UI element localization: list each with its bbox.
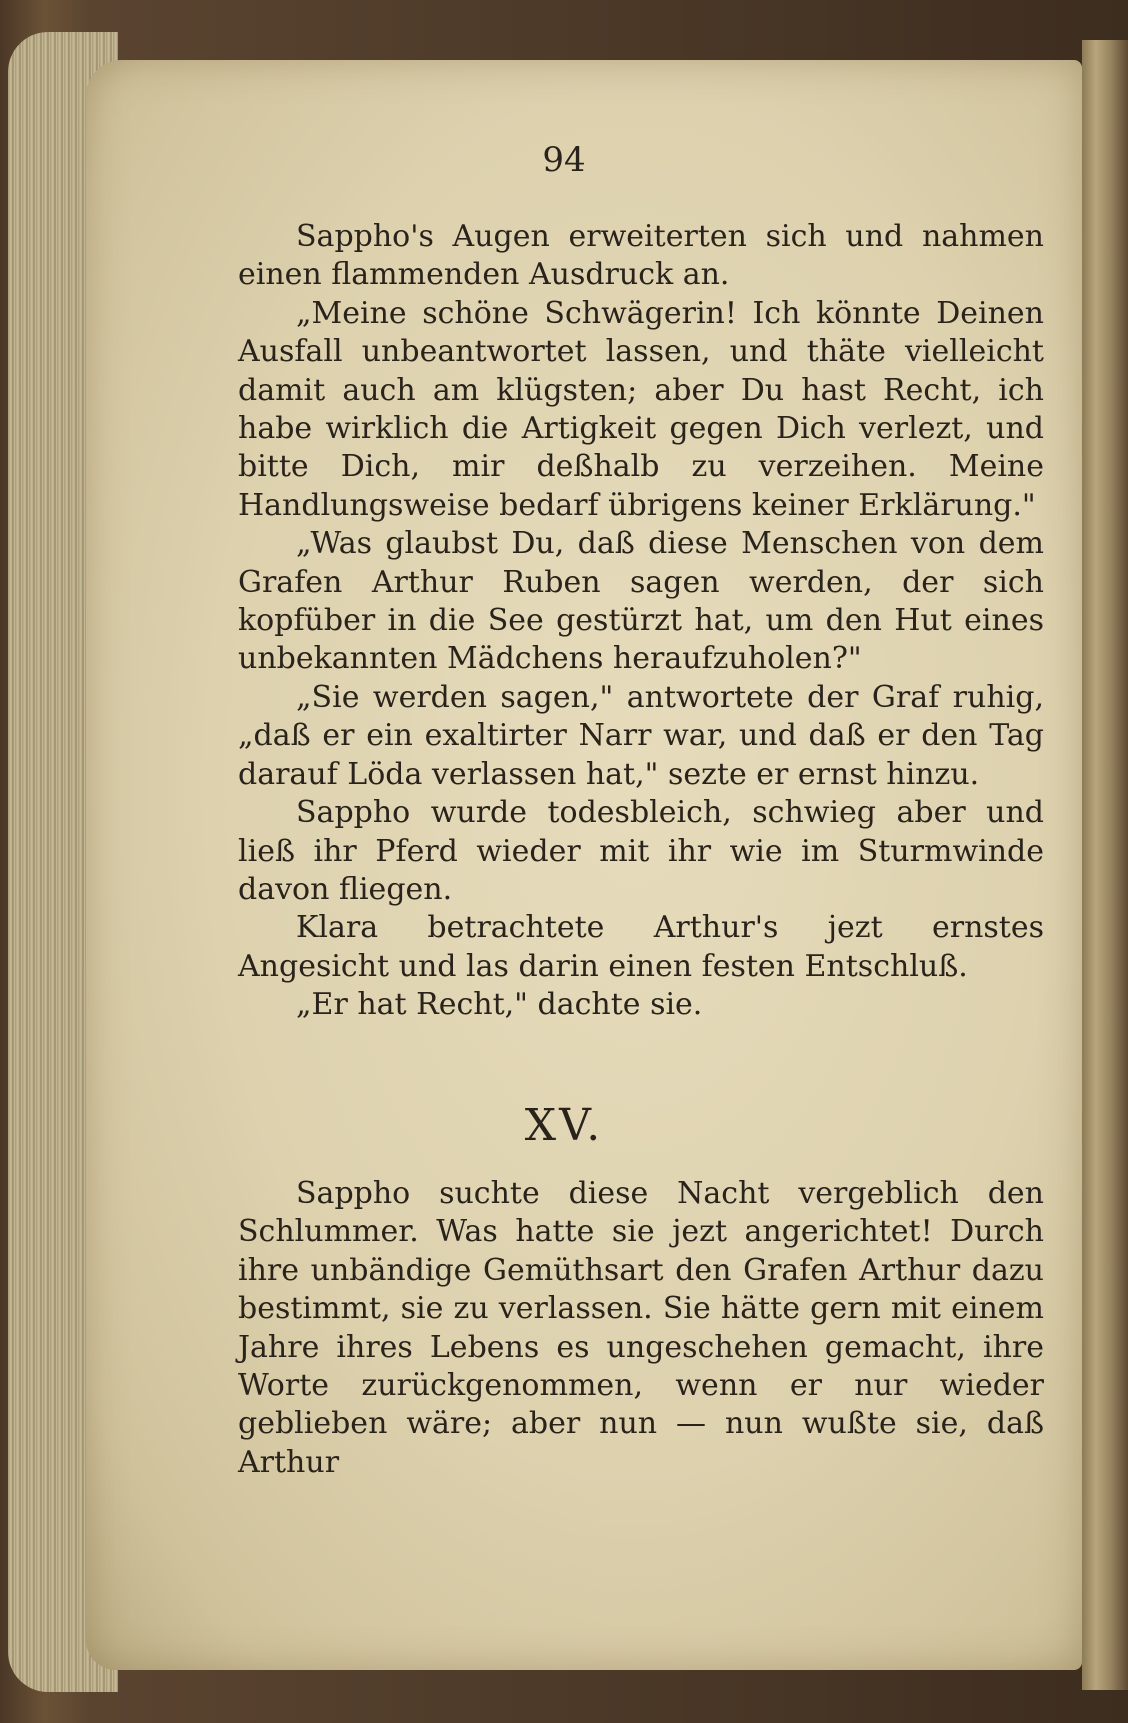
body-text <box>238 218 1044 1025</box>
paragraph: „Er hat Recht," dachte sie. <box>296 987 703 1023</box>
paragraph: Sappho wurde todesbleich, schwieg aber und ließ ihr Pferd wieder mit ihr wie im Sturmwinde davon fliegen. <box>238 795 1044 907</box>
chapter-heading: XV. <box>524 1100 604 1151</box>
chapter-body-text <box>238 1175 1044 1482</box>
paragraph: Sappho's Augen erweiterten sich und nahmen einen flammenden Ausdruck an. <box>238 219 1044 293</box>
paragraph: „Meine schöne Schwägerin! Ich könnte Deinen Ausfall unbeantwortet lassen, und thäte vielleicht damit auch am klügsten; aber Du hast Recht, ich habe wirklich die Artigkeit gegen Dich verlezt, und bitte Dich, mir deßhalb zu verzeihen. Meine Handlungsweise bedarf übrigens keiner Erklärung." <box>238 295 1044 523</box>
paragraph: „Sie werden sagen," antwortete der Graf ruhig, „daß er ein exaltirter Narr war, und daß er den Tag darauf Löda verlassen hat," sezte er ernst hinzu. <box>238 679 1044 792</box>
paragraph: Klara betrachtete Arthur's jezt ernstes Angesicht und las darin einen festen Entschluß. <box>238 910 1044 984</box>
paragraph: „Was glaubst Du, daß diese Menschen von dem Grafen Arthur Ruben sagen werden, der sich kopfüber in die See gestürzt hat, um den Hut eines unbekannten Mädchens heraufzuholen?" <box>238 526 1044 677</box>
paragraph: Sappho suchte diese Nacht vergeblich den Schlummer. Was hatte sie jezt angerichtet! Durch ihre unbändige Gemüthsart den Grafen Arthur dazu bestimmt, sie zu verlassen. Sie hätte gern mit einem Jahre ihres Lebens es ungeschehen gemacht, ihre Worte zurückgenommen, wenn er nur wieder geblieben wäre; aber nun — nun wußte sie, daß Arthur <box>238 1176 1044 1480</box>
page-number: 94 <box>542 140 586 180</box>
binding-edge <box>1082 40 1128 1690</box>
